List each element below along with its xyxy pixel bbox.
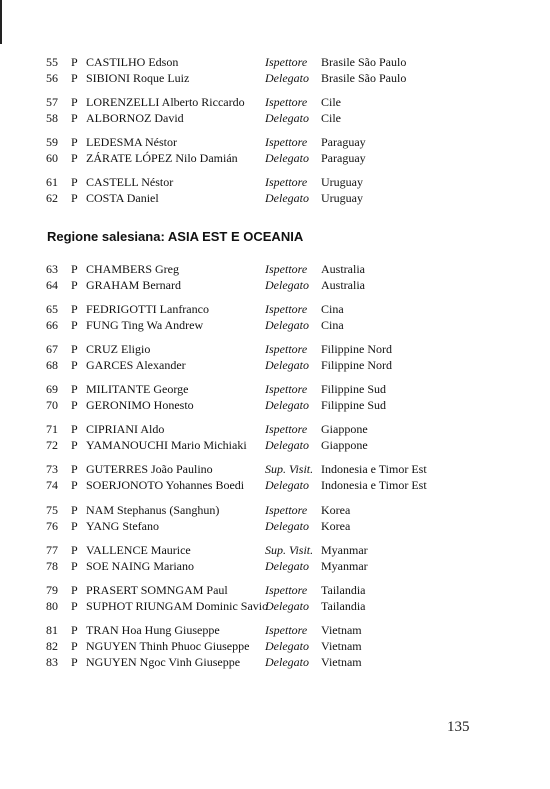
entry-province: Myanmar xyxy=(321,543,368,557)
entry-group xyxy=(0,461,550,493)
entry-name: GARCES Alexander xyxy=(86,358,186,372)
entry-row xyxy=(0,654,550,670)
entry-number: 56 xyxy=(46,71,58,85)
entry-province: Cile xyxy=(321,111,341,125)
entry-province: Korea xyxy=(321,503,351,517)
entry-province: Cina xyxy=(321,318,344,332)
entry-group xyxy=(0,134,550,166)
entry-row xyxy=(0,261,550,277)
entry-province: Tailandia xyxy=(321,583,366,597)
entry-name: CIPRIANI Aldo xyxy=(86,422,165,436)
page-edge-mark xyxy=(0,0,2,44)
entry-province: Filippine Nord xyxy=(321,342,392,356)
entry-title: P xyxy=(71,318,78,332)
entry-role: Ispettore xyxy=(265,623,308,637)
entry-title: P xyxy=(71,262,78,276)
entry-province: Australia xyxy=(321,262,365,276)
entry-title: P xyxy=(71,559,78,573)
entry-number: 73 xyxy=(46,462,58,476)
entry-title: P xyxy=(71,55,78,69)
entry-role: Ispettore xyxy=(265,503,308,517)
entry-name: VALLENCE Maurice xyxy=(86,543,191,557)
entry-name: GRAHAM Bernard xyxy=(86,278,181,292)
entry-role: Ispettore xyxy=(265,422,308,436)
entry-role: Ispettore xyxy=(265,135,308,149)
entry-role: Delegato xyxy=(265,318,309,332)
entry-role: Delegato xyxy=(265,599,309,613)
entry-row xyxy=(0,110,550,126)
entry-row xyxy=(0,461,550,477)
entry-name: COSTA Daniel xyxy=(86,191,159,205)
entry-title: P xyxy=(71,503,78,517)
entry-province: Filippine Sud xyxy=(321,398,387,412)
entry-row xyxy=(0,381,550,397)
entry-row xyxy=(0,54,550,70)
entry-name: ZÁRATE LÓPEZ Nilo Damián xyxy=(86,151,238,165)
entry-province: Cina xyxy=(321,302,344,316)
entry-role: Sup. Visit. xyxy=(265,543,314,557)
entry-group xyxy=(0,582,550,614)
entry-row xyxy=(0,582,550,598)
entry-name: CRUZ Eligio xyxy=(86,342,151,356)
entry-title: P xyxy=(71,135,78,149)
entry-group xyxy=(0,341,550,373)
entry-name: NAM Stephanus (Sanghun) xyxy=(86,503,220,517)
entry-number: 62 xyxy=(46,191,58,205)
entry-group xyxy=(0,261,550,293)
entry-name: SIBIONI Roque Luiz xyxy=(86,71,190,85)
entry-row xyxy=(0,277,550,293)
entry-number: 66 xyxy=(46,318,58,332)
entry-province: Brasile São Paulo xyxy=(321,55,407,69)
entry-title: P xyxy=(71,422,78,436)
entry-number: 77 xyxy=(46,543,58,557)
entry-title: P xyxy=(71,95,78,109)
entry-number: 79 xyxy=(46,583,58,597)
entry-name: SOE NAING Mariano xyxy=(86,559,194,573)
entry-title: P xyxy=(71,623,78,637)
entry-title: P xyxy=(71,543,78,557)
entry-name: NGUYEN Thinh Phuoc Giuseppe xyxy=(86,639,250,653)
entry-title: P xyxy=(71,342,78,356)
entry-title: P xyxy=(71,583,78,597)
entry-number: 76 xyxy=(46,519,58,533)
entry-number: 71 xyxy=(46,422,58,436)
entry-role: Ispettore xyxy=(265,342,308,356)
entry-name: SUPHOT RIUNGAM Dominic Savio xyxy=(86,599,269,613)
entry-group xyxy=(0,622,550,670)
entry-province: Filippine Sud xyxy=(321,382,387,396)
entry-province: Filippine Nord xyxy=(321,358,392,372)
entry-name: CHAMBERS Greg xyxy=(86,262,180,276)
entry-number: 81 xyxy=(46,623,58,637)
entry-name: MILITANTE George xyxy=(86,382,189,396)
entry-number: 60 xyxy=(46,151,58,165)
entry-province: Uruguay xyxy=(321,175,363,189)
entry-name: LORENZELLI Alberto Riccardo xyxy=(86,95,245,109)
entry-title: P xyxy=(71,175,78,189)
entry-title: P xyxy=(71,71,78,85)
entry-row xyxy=(0,341,550,357)
entry-number: 61 xyxy=(46,175,58,189)
entry-role: Ispettore xyxy=(265,95,308,109)
entry-number: 80 xyxy=(46,599,58,613)
entry-number: 78 xyxy=(46,559,58,573)
entry-name: GUTERRES João Paulino xyxy=(86,462,213,476)
entry-row xyxy=(0,397,550,413)
entry-name: CASTILHO Edson xyxy=(86,55,179,69)
entry-group xyxy=(0,381,550,413)
entry-role: Delegato xyxy=(265,358,309,372)
entry-province: Paraguay xyxy=(321,151,366,165)
entry-title: P xyxy=(71,302,78,316)
entry-title: P xyxy=(71,358,78,372)
entry-row xyxy=(0,421,550,437)
entry-province: Cile xyxy=(321,95,341,109)
entry-row xyxy=(0,502,550,518)
entry-title: P xyxy=(71,151,78,165)
entry-role: Ispettore xyxy=(265,175,308,189)
entry-province: Australia xyxy=(321,278,365,292)
entry-role: Ispettore xyxy=(265,55,308,69)
entry-role: Delegato xyxy=(265,478,309,492)
entry-title: P xyxy=(71,278,78,292)
entry-province: Giappone xyxy=(321,422,368,436)
entry-row xyxy=(0,134,550,150)
entry-role: Sup. Visit. xyxy=(265,462,314,476)
entry-group xyxy=(0,421,550,453)
entry-role: Delegato xyxy=(265,398,309,412)
entry-number: 64 xyxy=(46,278,58,292)
entry-role: Delegato xyxy=(265,519,309,533)
entry-role: Delegato xyxy=(265,655,309,669)
entry-name: FUNG Ting Wa Andrew xyxy=(86,318,204,332)
entry-role: Ispettore xyxy=(265,302,308,316)
entry-role: Delegato xyxy=(265,111,309,125)
entry-number: 72 xyxy=(46,438,58,452)
entry-province: Tailandia xyxy=(321,599,366,613)
entry-number: 67 xyxy=(46,342,58,356)
entry-role: Delegato xyxy=(265,438,309,452)
entry-number: 63 xyxy=(46,262,58,276)
entry-row xyxy=(0,598,550,614)
entry-name: YAMANOUCHI Mario Michiaki xyxy=(86,438,247,452)
entry-row xyxy=(0,477,550,493)
entry-name: ALBORNOZ David xyxy=(86,111,184,125)
entry-role: Delegato xyxy=(265,639,309,653)
entry-row xyxy=(0,150,550,166)
entry-group xyxy=(0,54,550,86)
entry-role: Ispettore xyxy=(265,382,308,396)
entry-number: 74 xyxy=(46,478,58,492)
entry-number: 82 xyxy=(46,639,58,653)
entry-role: Delegato xyxy=(265,71,309,85)
entry-province: Vietnam xyxy=(321,639,362,653)
entry-number: 65 xyxy=(46,302,58,316)
entry-title: P xyxy=(71,639,78,653)
page-number: 135 xyxy=(447,719,470,735)
entry-province: Uruguay xyxy=(321,191,363,205)
entry-name: GERONIMO Honesto xyxy=(86,398,194,412)
entry-row xyxy=(0,317,550,333)
entry-row xyxy=(0,437,550,453)
entry-role: Delegato xyxy=(265,151,309,165)
entry-title: P xyxy=(71,519,78,533)
entry-role: Delegato xyxy=(265,278,309,292)
entry-group xyxy=(0,94,550,126)
entry-title: P xyxy=(71,382,78,396)
entry-row xyxy=(0,638,550,654)
entry-number: 57 xyxy=(46,95,58,109)
entry-group xyxy=(0,502,550,534)
entry-province: Vietnam xyxy=(321,655,362,669)
entry-title: P xyxy=(71,438,78,452)
entry-province: Brasile São Paulo xyxy=(321,71,407,85)
entry-number: 70 xyxy=(46,398,58,412)
entry-number: 68 xyxy=(46,358,58,372)
entry-province: Korea xyxy=(321,519,351,533)
entry-role: Delegato xyxy=(265,559,309,573)
entry-row xyxy=(0,94,550,110)
entry-name: CASTELL Néstor xyxy=(86,175,174,189)
entry-number: 75 xyxy=(46,503,58,517)
entry-row xyxy=(0,542,550,558)
entry-name: YANG Stefano xyxy=(86,519,159,533)
entry-province: Vietnam xyxy=(321,623,362,637)
entry-name: TRAN Hoa Hung Giuseppe xyxy=(86,623,220,637)
entry-row xyxy=(0,174,550,190)
region-heading: Regione salesiana: ASIA EST E OCEANIA xyxy=(47,229,304,244)
entry-title: P xyxy=(71,111,78,125)
entry-row xyxy=(0,301,550,317)
entry-row xyxy=(0,558,550,574)
entry-province: Giappone xyxy=(321,438,368,452)
entry-name: SOERJONOTO Yohannes Boedi xyxy=(86,478,245,492)
entry-row xyxy=(0,357,550,373)
entry-number: 59 xyxy=(46,135,58,149)
entry-province: Myanmar xyxy=(321,559,368,573)
entry-group xyxy=(0,174,550,206)
entry-name: LEDESMA Néstor xyxy=(86,135,177,149)
entry-title: P xyxy=(71,398,78,412)
entry-province: Indonesia e Timor Est xyxy=(321,462,427,476)
entry-number: 69 xyxy=(46,382,58,396)
entry-group xyxy=(0,542,550,574)
entry-title: P xyxy=(71,191,78,205)
entry-name: NGUYEN Ngoc Vinh Giuseppe xyxy=(86,655,241,669)
entry-row xyxy=(0,622,550,638)
entry-title: P xyxy=(71,462,78,476)
entry-name: FEDRIGOTTI Lanfranco xyxy=(86,302,209,316)
entry-province: Paraguay xyxy=(321,135,366,149)
entry-role: Delegato xyxy=(265,191,309,205)
entry-role: Ispettore xyxy=(265,262,308,276)
entry-title: P xyxy=(71,655,78,669)
entry-name: PRASERT SOMNGAM Paul xyxy=(86,583,228,597)
entry-group xyxy=(0,301,550,333)
entry-number: 55 xyxy=(46,55,58,69)
entry-role: Ispettore xyxy=(265,583,308,597)
entry-title: P xyxy=(71,478,78,492)
entry-row xyxy=(0,70,550,86)
entry-row xyxy=(0,518,550,534)
entry-province: Indonesia e Timor Est xyxy=(321,478,427,492)
entry-row xyxy=(0,190,550,206)
entry-number: 58 xyxy=(46,111,58,125)
entry-title: P xyxy=(71,599,78,613)
entry-number: 83 xyxy=(46,655,58,669)
